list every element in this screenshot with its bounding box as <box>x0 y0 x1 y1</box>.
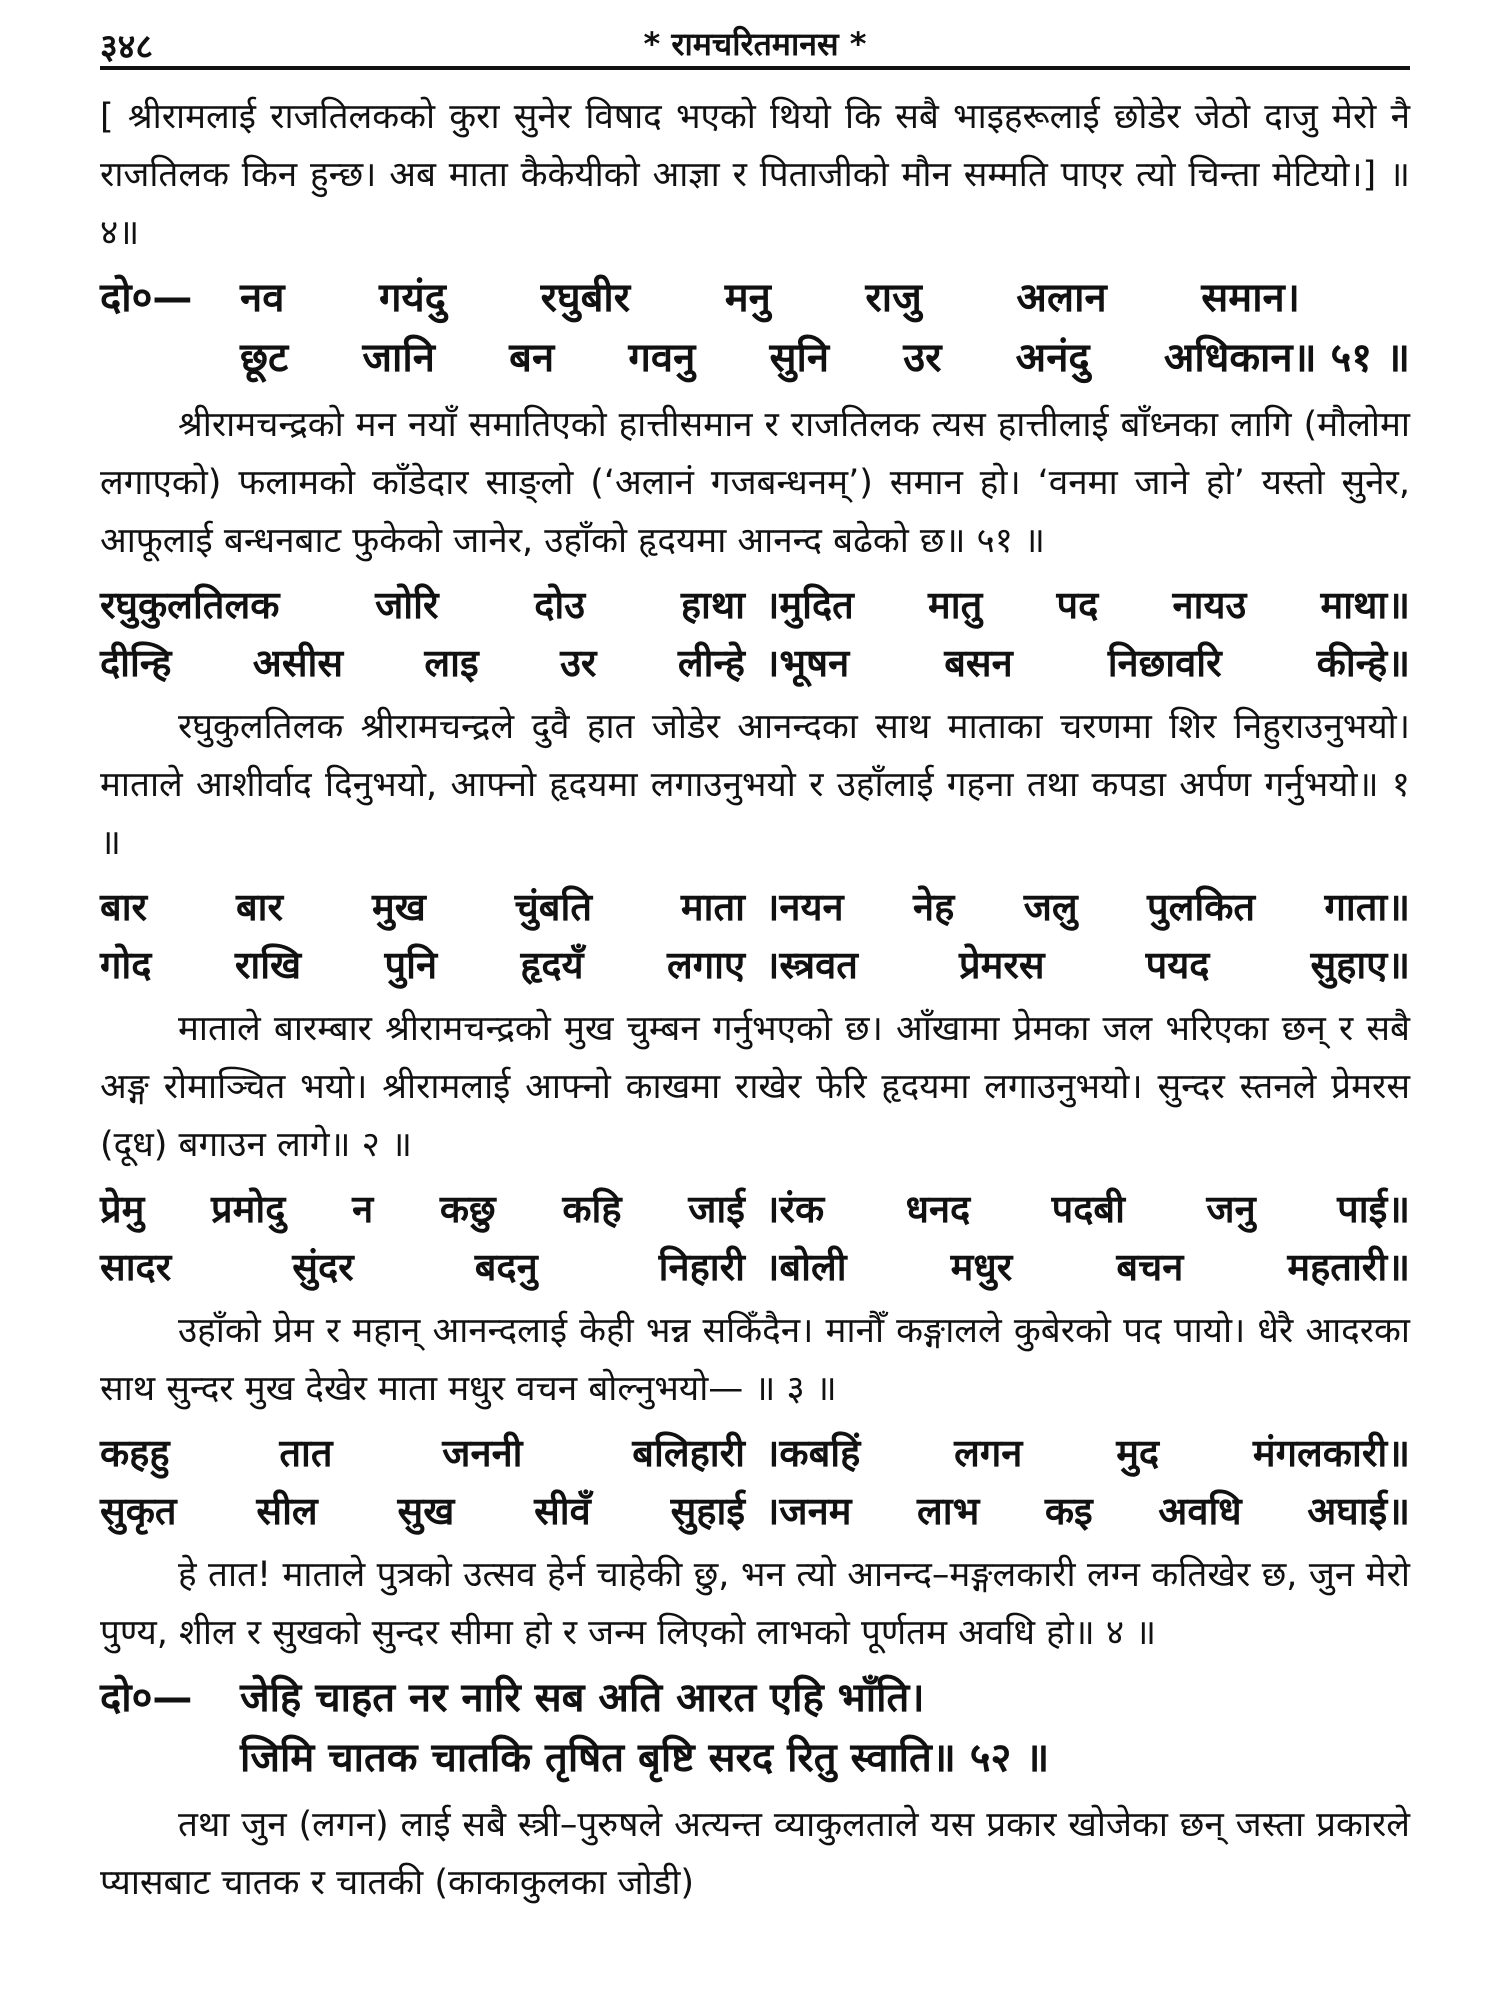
verse-word: उर <box>903 335 942 381</box>
verse-word: सुहाई <box>670 1489 745 1533</box>
verse-word: सील <box>256 1489 318 1533</box>
verse-word: बसन <box>944 641 1013 685</box>
verse-half-left <box>100 576 759 634</box>
chaupai-1-explanation: रघुकुलतिलक श्रीरामचन्द्रले दुवै हात जोडेर आनन्दका साथ माताका चरणमा शिर निहुराउनुभयो। माताले आशीर्वाद दिनुभयो, आफ्नो हृदयमा लगाउनुभयो र उहाँलाई गहना तथा कपडा अर्पण गर्नुभयो॥ १ ॥ <box>100 707 1410 863</box>
verse-word: जोरि <box>375 583 439 627</box>
verse-word: कहि <box>562 1187 622 1231</box>
verse-half-right <box>759 1180 1410 1238</box>
doha-label: दो०— <box>100 275 193 321</box>
verse-half-left <box>100 1424 759 1482</box>
verse-word: बचन <box>1116 1245 1184 1289</box>
verse-line <box>100 1238 1410 1296</box>
verse-word: ।मुदित <box>765 583 854 627</box>
verse-word: गवनु <box>628 335 696 381</box>
verse-word: कीन्हे॥ <box>1316 641 1410 685</box>
verse-line <box>100 1482 1410 1540</box>
verse-half-left <box>100 1180 759 1238</box>
verse-word: अवधि <box>1158 1489 1242 1533</box>
verse-word: पद <box>1056 583 1099 627</box>
doha-52-line-2: जिमि चातक चातकि तृषित बृष्टि सरद रितु स्वाति॥ ५२ ॥ <box>240 1735 1050 1781</box>
verse-word: पाई॥ <box>1337 1187 1410 1231</box>
verse-word: ।नयन <box>765 885 844 929</box>
verse-word: पुनि <box>384 943 438 987</box>
verse-half-left <box>100 1482 759 1540</box>
verse-word: प्रमोदु <box>211 1187 286 1231</box>
intro-paragraph: [ श्रीरामलाई राजतिलकको कुरा सुनेर विषाद भएको थियो कि सबै भाइहरूलाई छोडेर जेठो दाजु मेरो नै राजतिलक किन हुन्छ। अब माता कैकेयीको आज्ञा र पिताजीको मौन सम्मति पाएर त्यो चिन्ता मेटियो।] ॥ ४॥ <box>100 97 1410 253</box>
verse-word: मुद <box>1116 1431 1160 1475</box>
verse-word: गयंदु <box>379 275 446 321</box>
chaupai-3 <box>100 1180 1410 1296</box>
verse-line <box>100 1424 1410 1482</box>
verse-word: ।भूषन <box>765 641 850 685</box>
verse-word: सुनि <box>769 335 830 381</box>
verse-word: जाई <box>688 1187 745 1231</box>
verse-word: गोद <box>100 943 152 987</box>
verse-word: हाथा <box>680 583 745 627</box>
verse-word: कइ <box>1044 1489 1093 1533</box>
verse-word: महतारी॥ <box>1287 1245 1410 1289</box>
verse-half-left <box>100 1238 759 1296</box>
verse-line <box>100 576 1410 634</box>
verse-word: जनु <box>1206 1187 1256 1231</box>
chaupai-1 <box>100 576 1410 692</box>
verse-half-right <box>759 1482 1410 1540</box>
doha-51 <box>100 268 1410 388</box>
verse-half-right <box>759 936 1410 994</box>
verse-line <box>100 634 1410 692</box>
verse-word: सीवँ <box>534 1489 591 1533</box>
verse-word: मधुर <box>950 1245 1013 1289</box>
verse-word: ।बोली <box>765 1245 847 1289</box>
verse-word: प्रेमरस <box>959 943 1045 987</box>
verse-half-right <box>759 576 1410 634</box>
verse-word: मातु <box>928 583 983 627</box>
verse-word: पुलकित <box>1147 885 1256 929</box>
verse-word: मुख <box>371 885 426 929</box>
verse-word: मंगलकारी॥ <box>1252 1431 1410 1475</box>
verse-word: बदनु <box>474 1245 538 1289</box>
verse-line <box>100 936 1410 994</box>
verse-word: सुकृत <box>100 1489 177 1533</box>
verse-word: दीन्हि <box>100 641 172 685</box>
verse-word: बार <box>235 885 284 929</box>
verse-word: लीन्हे <box>677 641 745 685</box>
verse-word: कहहु <box>100 1431 170 1475</box>
doha-52-line-1 <box>100 1668 1410 1728</box>
verse-word: निछावरि <box>1107 641 1222 685</box>
verse-line <box>100 1180 1410 1238</box>
chaupai-2-explanation: माताले बारम्बार श्रीरामचन्द्रको मुख चुम्बन गर्नुभएको छ। आँखामा प्रेमका जल भरिएका छन् र सबै अङ्ग रोमाञ्चित भयो। श्रीरामलाई आफ्नो काखमा राखेर फेरि हृदयमा लगाउनुभयो। सुन्दर स्तनले प्रेमरस (दूध) बगाउन लागे॥ २ ॥ <box>100 1009 1410 1165</box>
verse-word: लगन <box>954 1431 1023 1475</box>
verse-word: हृदयँ <box>520 943 584 987</box>
verse-word: ।जनम <box>765 1489 852 1533</box>
chaupai-2 <box>100 878 1410 994</box>
verse-word: असीस <box>252 641 344 685</box>
verse-word: लगाए <box>666 943 745 987</box>
verse-word: नायउ <box>1172 583 1247 627</box>
verse-half-right <box>759 634 1410 692</box>
page-number: ३४८ <box>100 27 154 67</box>
verse-word: उर <box>560 641 597 685</box>
verse-word: प्रेमु <box>100 1187 145 1231</box>
verse-word: पयद <box>1145 943 1210 987</box>
verse-word: सादर <box>100 1245 172 1289</box>
chaupai-3-explanation: उहाँको प्रेम र महान् आनन्दलाई केही भन्न सकिँदैन। मानौँ कङ्गालले कुबेरको पद पायो। धेरै आदरका साथ सुन्दर मुख देखेर माता मधुर वचन बोल्नुभयो— ॥ ३ ॥ <box>100 1311 1410 1409</box>
doha-52-line1-text: जेहि चाहत नर नारि सब अति आरत एहि भाँति। <box>240 1675 925 1721</box>
verse-word: राजु <box>865 275 922 321</box>
verse-half-right <box>759 878 1410 936</box>
verse-word: निहारी <box>658 1245 745 1289</box>
verse-word: सुंदर <box>292 1245 354 1289</box>
doha-52 <box>100 1668 1410 1788</box>
verse-word: बार <box>100 885 148 929</box>
verse-word: समान। <box>1201 275 1300 321</box>
verse-word: अधिकान॥ ५१ ॥ <box>1163 335 1410 381</box>
verse-word: तात <box>279 1431 333 1475</box>
verse-word: रघुकुलतिलक <box>100 583 280 627</box>
verse-word: अघाई॥ <box>1307 1489 1410 1533</box>
verse-word: राखि <box>234 943 302 987</box>
verse-word: दोउ <box>534 583 586 627</box>
doha-51-line1-words <box>240 268 1410 328</box>
chaupai-4-explanation: हे तात! माताले पुत्रको उत्सव हेर्न चाहेकी छु, भन त्यो आनन्द–मङ्गलकारी लग्न कतिखेर छ, जुन मेरो पुण्य, शील र सुखको सुन्दर सीमा हो र जन्म लिएको लाभको पूर्णतम अवधि हो॥ ४ ॥ <box>100 1555 1410 1653</box>
verse-word: छूट <box>240 335 289 381</box>
verse-word: बन <box>509 335 555 381</box>
verse-word: माथा॥ <box>1320 583 1410 627</box>
verse-word: लाभ <box>916 1489 980 1533</box>
verse-word: ।रंक <box>765 1187 825 1231</box>
verse-word: मनु <box>724 275 771 321</box>
verse-half-right <box>759 1424 1410 1482</box>
verse-half-right <box>759 1238 1410 1296</box>
page-header <box>100 22 1410 70</box>
verse-word: जलु <box>1023 885 1078 929</box>
verse-word: जननी <box>442 1431 523 1475</box>
verse-word: कछु <box>439 1187 496 1231</box>
chaupai-4 <box>100 1424 1410 1540</box>
verse-half-left <box>100 936 759 994</box>
doha-52-explanation: तथा जुन (लगन) लाई सबै स्त्री–पुरुषले अत्यन्त व्याकुलताले यस प्रकार खोजेका छन् जस्ता प्रकारले प्यासबाट चातक र चातकी (काकाकुलका जोडी) <box>100 1805 1410 1903</box>
doha-label: दो०— <box>100 1675 193 1721</box>
verse-word: नेह <box>913 885 955 929</box>
doha-line-1 <box>100 268 1410 328</box>
verse-word: लाइ <box>424 641 479 685</box>
verse-word: पदबी <box>1051 1187 1125 1231</box>
verse-word: जानि <box>362 335 435 381</box>
verse-word: अलान <box>1016 275 1107 321</box>
verse-word: अनंदु <box>1015 335 1090 381</box>
verse-word: सुहाए॥ <box>1310 943 1410 987</box>
verse-word: ।कबहिं <box>765 1431 861 1475</box>
verse-word: रघुबीर <box>540 275 631 321</box>
verse-word: नव <box>240 275 285 321</box>
verse-word: चुंबति <box>514 885 593 929</box>
verse-word: ।स्त्रवत <box>765 943 858 987</box>
doha-51-explanation: श्रीरामचन्द्रको मन नयाँ समातिएको हात्तीसमान र राजतिलक त्यस हात्तीलाई बाँध्नका लागि (मौलोमा लगाएको) फलामको काँडेदार साङ्लो (‘अलानं गजबन्धनम्’) समान हो। ‘वनमा जाने हो’ यस्तो सुनेर, आफूलाई बन्धनबाट फुकेको जानेर, उहाँको हृदयमा आनन्द बढेको छ॥ ५१ ॥ <box>100 405 1410 561</box>
doha-51-line2-words <box>100 328 1410 388</box>
verse-word: बलिहारी <box>632 1431 745 1475</box>
verse-word: न <box>352 1187 374 1231</box>
verse-word: माता <box>680 885 745 929</box>
verse-line <box>100 878 1410 936</box>
verse-word: सुख <box>397 1489 455 1533</box>
verse-half-left <box>100 878 759 936</box>
verse-half-left <box>100 634 759 692</box>
running-title: * रामचरितमानस * <box>643 25 867 63</box>
verse-word: धनद <box>905 1187 971 1231</box>
verse-word: गाता॥ <box>1324 885 1410 929</box>
